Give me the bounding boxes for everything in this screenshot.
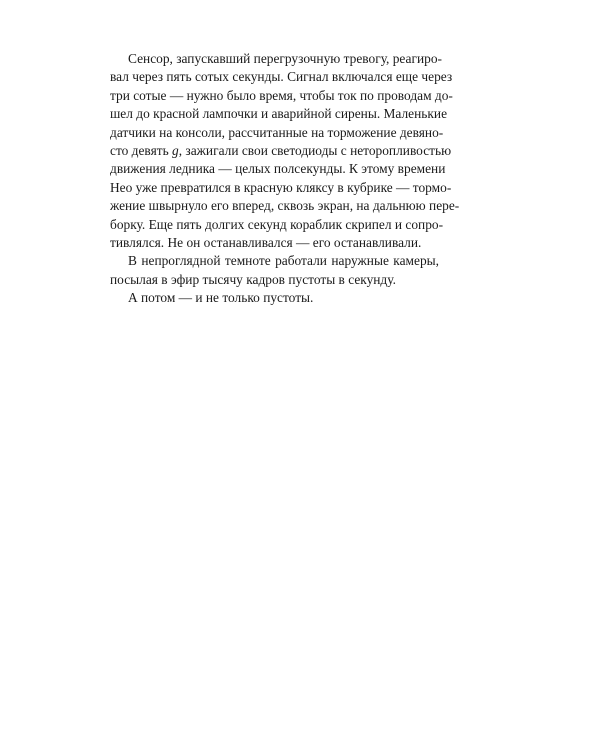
text-line: В непроглядной темноте работали наружные камеры, bbox=[128, 253, 439, 269]
text-block bbox=[110, 50, 460, 308]
text-line: борку. Еще пять долгих секунд кораблик скрипел и сопро- bbox=[110, 216, 444, 232]
text-line: тивлялся. Не он останавливался — его останавливали. bbox=[110, 235, 422, 251]
paragraph-3 bbox=[110, 289, 439, 307]
text-line: жение швырнуло его вперед, сквозь экран, на дальнюю пере- bbox=[110, 198, 460, 214]
paragraph-2 bbox=[110, 252, 439, 289]
text-line: посылая в эфир тысячу кадров пустоты в секунду. bbox=[110, 271, 396, 287]
text-line: вал через пять сотых секунды. Сигнал включался еще через bbox=[110, 69, 453, 85]
paragraph-1 bbox=[110, 50, 460, 252]
italic-g-symbol: g bbox=[172, 143, 179, 159]
text-line: датчики на консоли, рассчитанные на торможение девяно- bbox=[110, 124, 444, 140]
text-line: шел до красной лампочки и аварийной сирены. Маленькие bbox=[110, 106, 448, 122]
text-fragment: , зажигали свои светодиоды с неторопливостью bbox=[178, 143, 452, 159]
text-line: Сенсор, запускавший перегрузочную тревогу, реагиро- bbox=[128, 51, 442, 66]
text-line: движения ледника — целых полсекунды. К этому времени bbox=[110, 161, 446, 177]
text-line: три сотые — нужно было время, чтобы ток по проводам до- bbox=[110, 87, 453, 103]
text-line bbox=[110, 142, 452, 160]
text-fragment: сто девять bbox=[110, 143, 173, 159]
text-line: Нео уже превратился в красную кляксу в кубрике — тормо- bbox=[110, 179, 452, 195]
text-line: А потом — и не только пустоты. bbox=[128, 290, 314, 306]
